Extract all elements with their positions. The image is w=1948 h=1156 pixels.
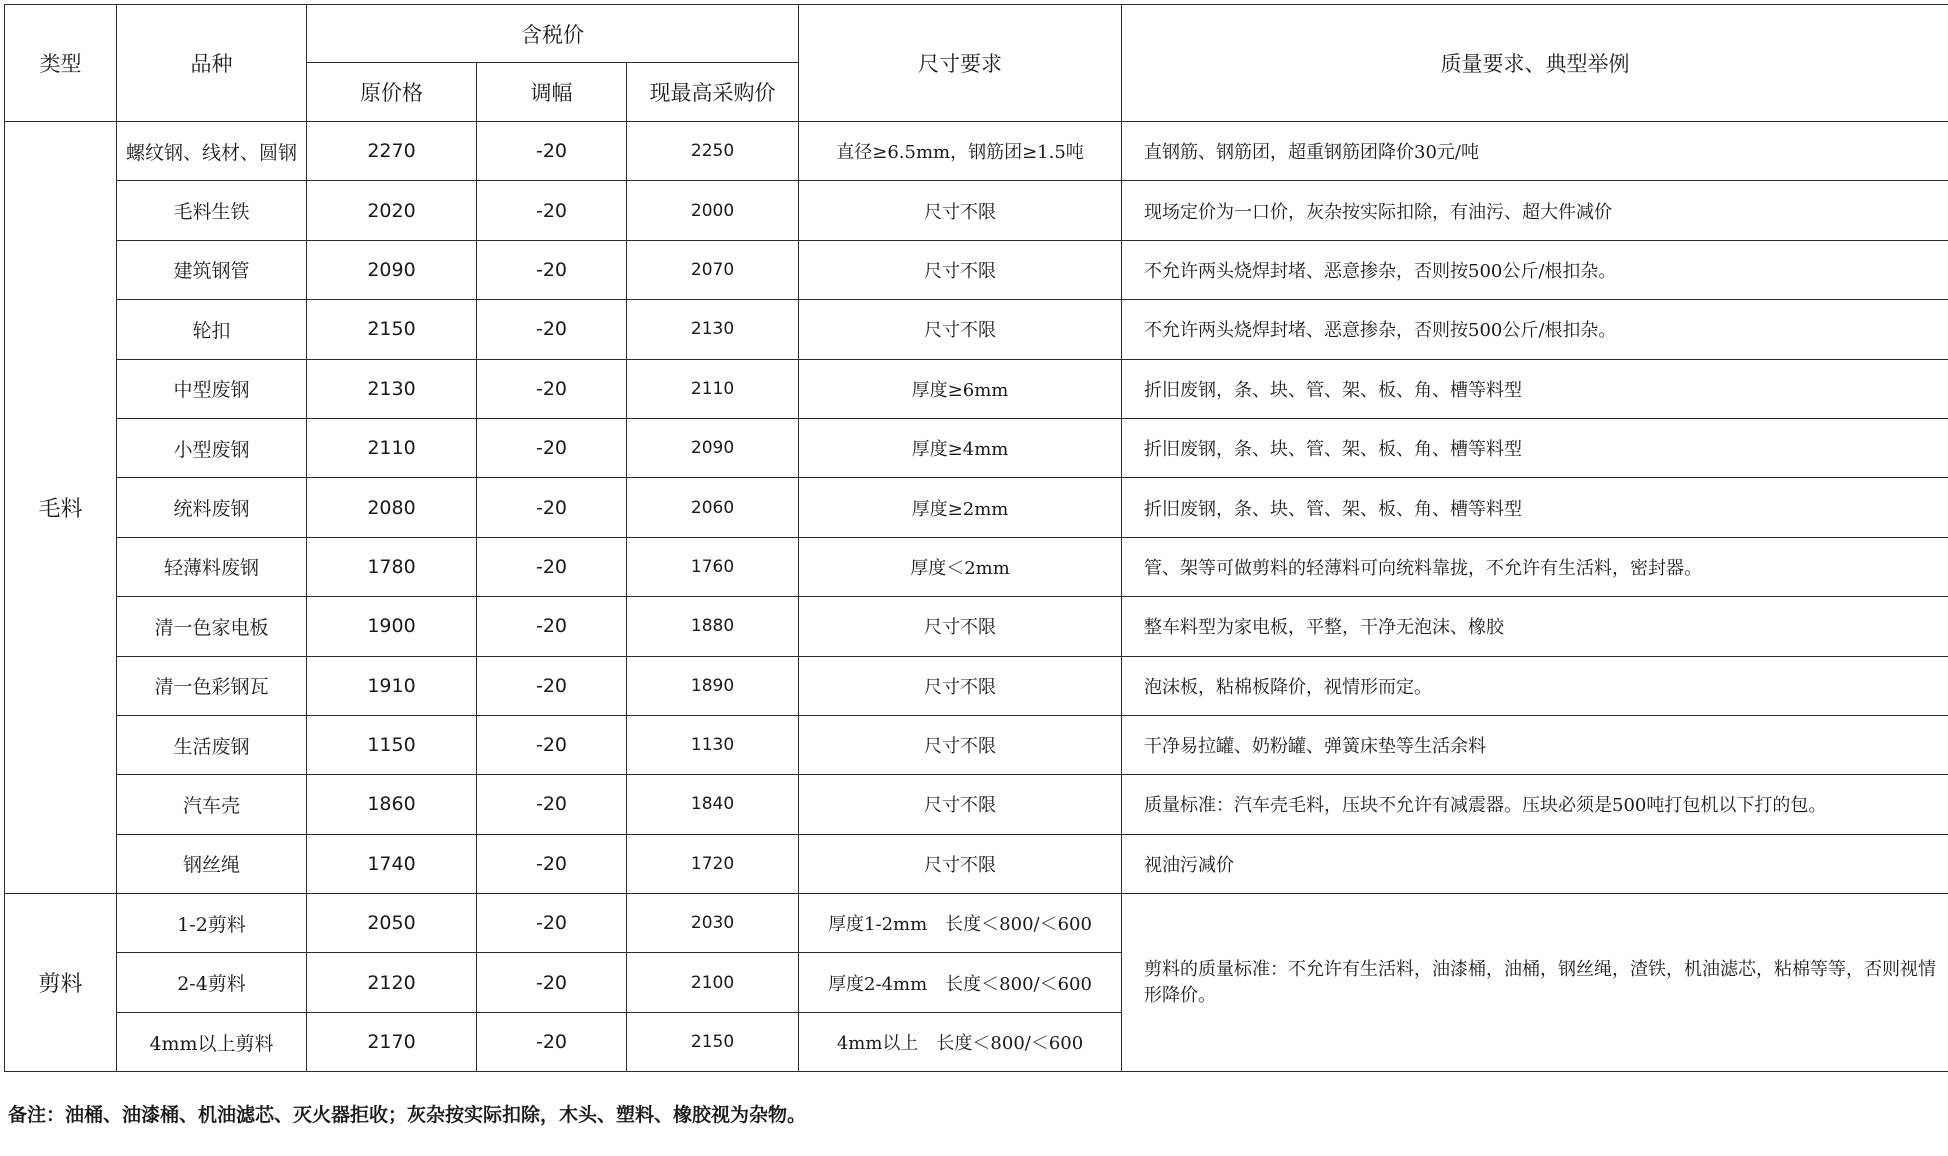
variety-cell: 统料废钢 xyxy=(117,478,307,537)
size-requirement-cell: 尺寸不限 xyxy=(799,715,1122,774)
original-price-cell: 2120 xyxy=(307,953,477,1012)
current-price-cell: 2030 xyxy=(627,894,799,953)
adjustment-cell: -20 xyxy=(477,597,627,656)
size-requirement-cell: 厚度1-2mm 长度＜800/＜600 xyxy=(799,894,1122,953)
table-row xyxy=(5,181,1948,240)
quality-requirement-cell: 折旧废钢，条、块、管、架、板、角、槽等料型 xyxy=(1122,359,1948,418)
table-row xyxy=(5,597,1948,656)
header-variety: 品种 xyxy=(117,5,307,122)
current-price-cell: 2130 xyxy=(627,300,799,359)
variety-cell: 毛料生铁 xyxy=(117,181,307,240)
size-requirement-cell: 厚度2-4mm 长度＜800/＜600 xyxy=(799,953,1122,1012)
header-quality-requirement: 质量要求、典型举例 xyxy=(1122,5,1948,122)
category-cell: 毛料 xyxy=(5,122,117,894)
variety-cell: 小型废钢 xyxy=(117,418,307,477)
adjustment-cell: -20 xyxy=(477,953,627,1012)
quality-requirement-cell: 管、架等可做剪料的轻薄料可向统料靠拢，不允许有生活料，密封器。 xyxy=(1122,537,1948,596)
variety-cell: 中型废钢 xyxy=(117,359,307,418)
original-price-cell: 2130 xyxy=(307,359,477,418)
adjustment-cell: -20 xyxy=(477,775,627,834)
adjustment-cell: -20 xyxy=(477,834,627,893)
table-row xyxy=(5,834,1948,893)
size-requirement-cell: 尺寸不限 xyxy=(799,300,1122,359)
adjustment-cell: -20 xyxy=(477,1012,627,1071)
table-row xyxy=(5,537,1948,596)
adjustment-cell: -20 xyxy=(477,656,627,715)
original-price-cell: 1910 xyxy=(307,656,477,715)
original-price-cell: 2170 xyxy=(307,1012,477,1071)
table-body xyxy=(5,122,1948,1072)
table-row xyxy=(5,418,1948,477)
variety-cell: 清一色彩钢瓦 xyxy=(117,656,307,715)
current-price-cell: 2000 xyxy=(627,181,799,240)
quality-requirement-cell: 折旧废钢，条、块、管、架、板、角、槽等料型 xyxy=(1122,478,1948,537)
current-price-cell: 1840 xyxy=(627,775,799,834)
header-adjustment: 调幅 xyxy=(477,63,627,122)
variety-cell: 建筑钢管 xyxy=(117,240,307,299)
current-price-cell: 2060 xyxy=(627,478,799,537)
variety-cell: 汽车壳 xyxy=(117,775,307,834)
size-requirement-cell: 尺寸不限 xyxy=(799,834,1122,893)
quality-requirement-cell: 不允许两头烧焊封堵、恶意掺杂，否则按500公斤/根扣杂。 xyxy=(1122,240,1948,299)
original-price-cell: 1860 xyxy=(307,775,477,834)
current-price-cell: 2150 xyxy=(627,1012,799,1071)
current-price-cell: 2100 xyxy=(627,953,799,1012)
current-price-cell: 1130 xyxy=(627,715,799,774)
table-row xyxy=(5,240,1948,299)
header-type: 类型 xyxy=(5,5,117,122)
header-tax-price: 含税价 xyxy=(307,5,799,63)
quality-requirement-cell: 质量标准：汽车壳毛料，压块不允许有减震器。压块必须是500吨打包机以下打的包。 xyxy=(1122,775,1948,834)
original-price-cell: 1740 xyxy=(307,834,477,893)
table-row xyxy=(5,478,1948,537)
current-price-cell: 2090 xyxy=(627,418,799,477)
size-requirement-cell: 尺寸不限 xyxy=(799,597,1122,656)
price-table xyxy=(4,4,1948,1072)
table-row xyxy=(5,300,1948,359)
variety-cell: 生活废钢 xyxy=(117,715,307,774)
quality-requirement-cell: 泡沫板，粘棉板降价，视情形而定。 xyxy=(1122,656,1948,715)
quality-requirement-cell: 不允许两头烧焊封堵、恶意掺杂，否则按500公斤/根扣杂。 xyxy=(1122,300,1948,359)
original-price-cell: 1150 xyxy=(307,715,477,774)
current-price-cell: 1720 xyxy=(627,834,799,893)
adjustment-cell: -20 xyxy=(477,894,627,953)
variety-cell: 螺纹钢、线材、圆钢 xyxy=(117,122,307,181)
size-requirement-cell: 4mm以上 长度＜800/＜600 xyxy=(799,1012,1122,1071)
variety-cell: 4mm以上剪料 xyxy=(117,1012,307,1071)
variety-cell: 钢丝绳 xyxy=(117,834,307,893)
variety-cell: 清一色家电板 xyxy=(117,597,307,656)
quality-requirement-cell: 剪料的质量标准：不允许有生活料，油漆桶，油桶，钢丝绳，渣铁，机油滤芯，粘棉等等，否则视情形降价。 xyxy=(1122,894,1948,1072)
adjustment-cell: -20 xyxy=(477,122,627,181)
original-price-cell: 2110 xyxy=(307,418,477,477)
original-price-cell: 2080 xyxy=(307,478,477,537)
variety-cell: 轻薄料废钢 xyxy=(117,537,307,596)
size-requirement-cell: 尺寸不限 xyxy=(799,775,1122,834)
size-requirement-cell: 尺寸不限 xyxy=(799,240,1122,299)
size-requirement-cell: 厚度≥6mm xyxy=(799,359,1122,418)
original-price-cell: 1780 xyxy=(307,537,477,596)
variety-cell: 1-2剪料 xyxy=(117,894,307,953)
adjustment-cell: -20 xyxy=(477,418,627,477)
current-price-cell: 2070 xyxy=(627,240,799,299)
adjustment-cell: -20 xyxy=(477,300,627,359)
table-row xyxy=(5,715,1948,774)
table-row xyxy=(5,894,1948,953)
current-price-cell: 2110 xyxy=(627,359,799,418)
header-current-max-price: 现最高采购价 xyxy=(627,63,799,122)
size-requirement-cell: 厚度≥4mm xyxy=(799,418,1122,477)
adjustment-cell: -20 xyxy=(477,240,627,299)
size-requirement-cell: 尺寸不限 xyxy=(799,656,1122,715)
current-price-cell: 1760 xyxy=(627,537,799,596)
adjustment-cell: -20 xyxy=(477,359,627,418)
category-cell: 剪料 xyxy=(5,894,117,1072)
quality-requirement-cell: 干净易拉罐、奶粉罐、弹簧床垫等生活余料 xyxy=(1122,715,1948,774)
original-price-cell: 1900 xyxy=(307,597,477,656)
size-requirement-cell: 厚度≥2mm xyxy=(799,478,1122,537)
table-row xyxy=(5,359,1948,418)
quality-requirement-cell: 整车料型为家电板，平整，干净无泡沫、橡胶 xyxy=(1122,597,1948,656)
current-price-cell: 2250 xyxy=(627,122,799,181)
size-requirement-cell: 尺寸不限 xyxy=(799,181,1122,240)
table-row xyxy=(5,122,1948,181)
quality-requirement-cell: 视油污减价 xyxy=(1122,834,1948,893)
quality-requirement-cell: 折旧废钢，条、块、管、架、板、角、槽等料型 xyxy=(1122,418,1948,477)
header-size-requirement: 尺寸要求 xyxy=(799,5,1122,122)
quality-requirement-cell: 现场定价为一口价，灰杂按实际扣除，有油污、超大件减价 xyxy=(1122,181,1948,240)
size-requirement-cell: 直径≥6.5mm，钢筋团≥1.5吨 xyxy=(799,122,1122,181)
table-row xyxy=(5,656,1948,715)
table-row xyxy=(5,775,1948,834)
adjustment-cell: -20 xyxy=(477,181,627,240)
original-price-cell: 2090 xyxy=(307,240,477,299)
quality-requirement-cell: 直钢筋、钢筋团，超重钢筋团降价30元/吨 xyxy=(1122,122,1948,181)
adjustment-cell: -20 xyxy=(477,478,627,537)
current-price-cell: 1890 xyxy=(627,656,799,715)
size-requirement-cell: 厚度＜2mm xyxy=(799,537,1122,596)
footer-note: 备注：油桶、油漆桶、机油滤芯、灭火器拒收；灰杂按实际扣除，木头、塑料、橡胶视为杂物。 xyxy=(8,1104,807,1126)
original-price-cell: 2270 xyxy=(307,122,477,181)
original-price-cell: 2150 xyxy=(307,300,477,359)
original-price-cell: 2020 xyxy=(307,181,477,240)
current-price-cell: 1880 xyxy=(627,597,799,656)
adjustment-cell: -20 xyxy=(477,715,627,774)
adjustment-cell: -20 xyxy=(477,537,627,596)
header-original-price: 原价格 xyxy=(307,63,477,122)
original-price-cell: 2050 xyxy=(307,894,477,953)
variety-cell: 2-4剪料 xyxy=(117,953,307,1012)
variety-cell: 轮扣 xyxy=(117,300,307,359)
